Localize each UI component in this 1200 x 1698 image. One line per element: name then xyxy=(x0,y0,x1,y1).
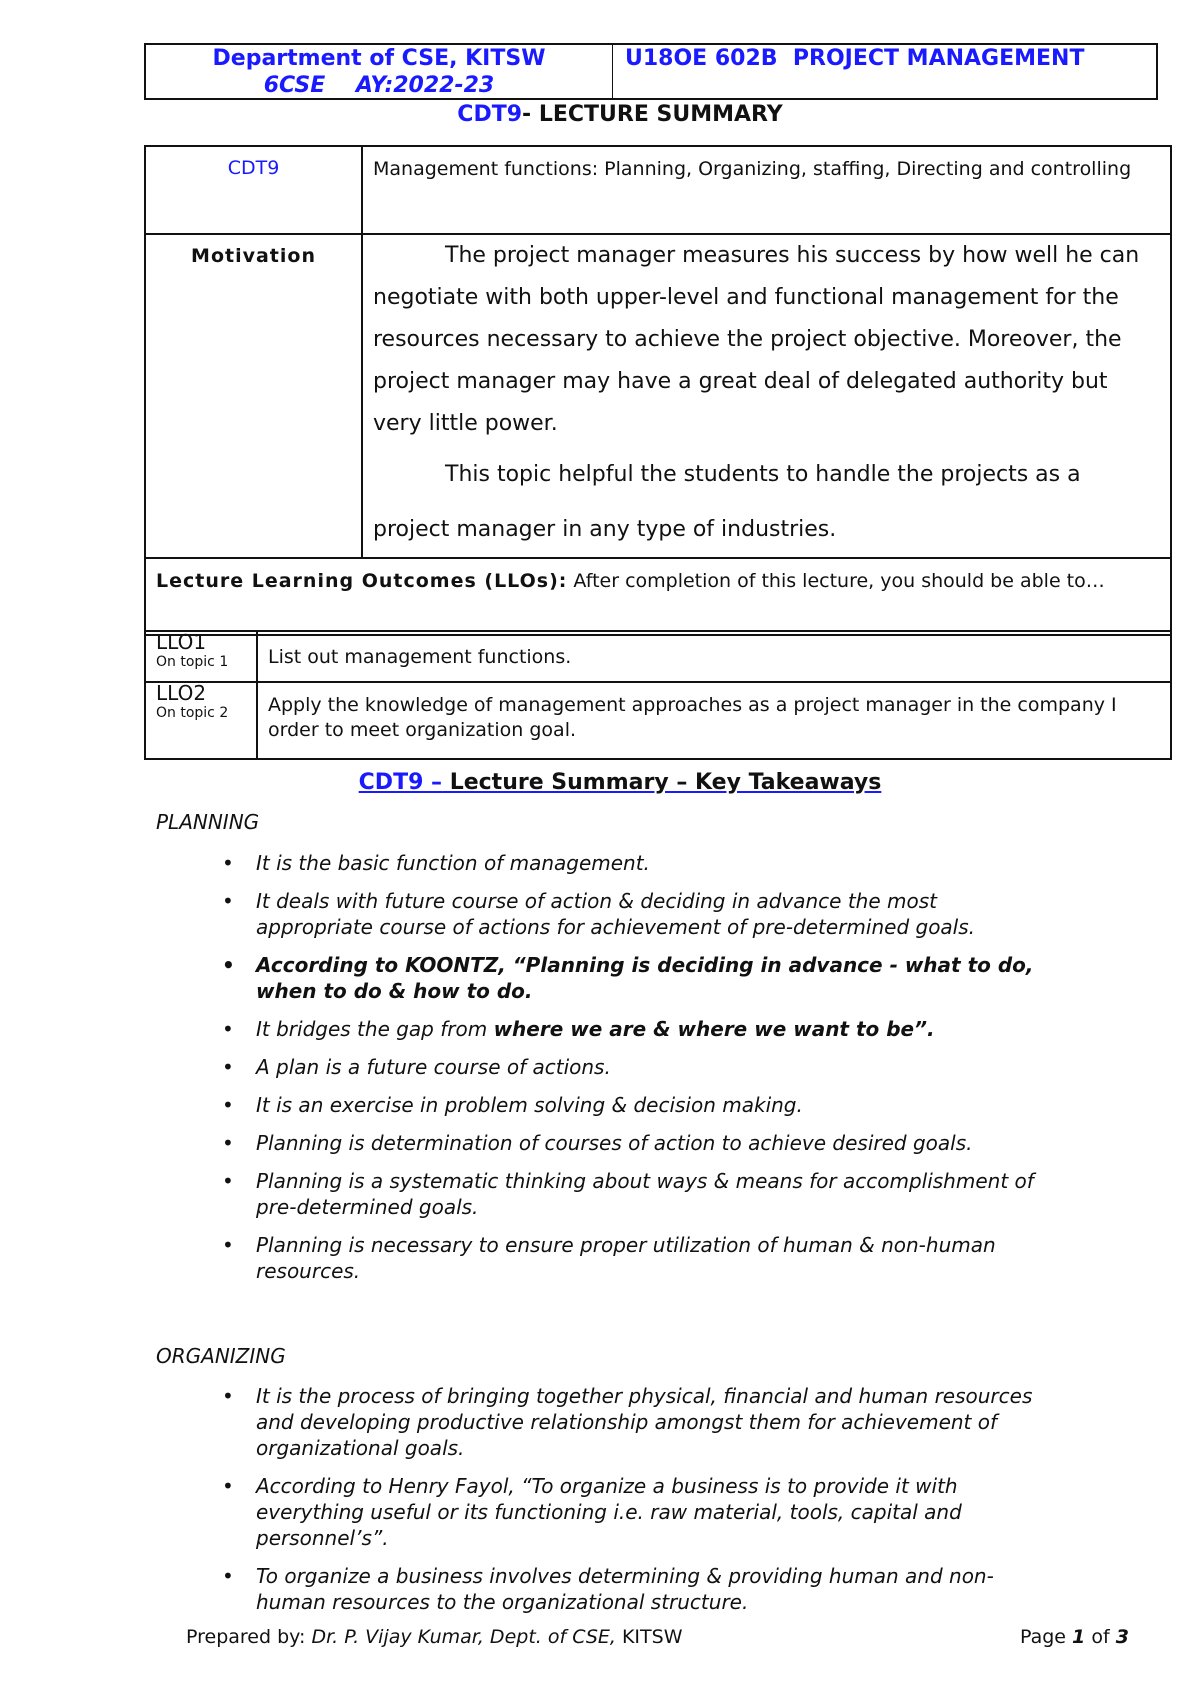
list-item: • Planning is necessary to ensure proper utilization of human & non-human resources. xyxy=(230,1232,1060,1284)
list-item: • It is the process of bringing together physical, financial and human resources and developing productive relationship amongst them for achievement of organizational goals. xyxy=(230,1383,1060,1461)
list-item: • According to KOONTZ, “Planning is deciding in advance - what to do, when to do & how to do. xyxy=(230,952,1060,1004)
cdt-topic: Management functions: Planning, Organizing, staffing, Directing and controlling xyxy=(362,146,1171,234)
prepared-label: Prepared by: xyxy=(186,1626,312,1648)
takeaways-rest: Lecture Summary – Key Takeaways xyxy=(442,770,882,795)
motivation-label: Motivation xyxy=(145,234,362,558)
course-title: U18OE 602B PROJECT MANAGEMENT xyxy=(625,46,1085,71)
llo-id: LLO1 xyxy=(156,630,207,654)
motivation-text-2: This topic helpful the students to handle the projects as a project manager in any type of industries. xyxy=(373,462,1081,542)
llo-heading: Lecture Learning Outcomes (LLOs): xyxy=(156,570,568,592)
page-number xyxy=(1020,1626,1129,1648)
planning-heading: PLANNING xyxy=(156,810,260,834)
list-item: • Planning is determination of courses of action to achieve desired goals. xyxy=(230,1130,1060,1156)
key-takeaways-heading xyxy=(0,770,1200,795)
page-title xyxy=(0,102,1200,127)
llo-header xyxy=(145,558,1171,635)
list-item: • To organize a business involves determining & providing human and non-human resources to the organizational structure. xyxy=(230,1563,1060,1615)
footer-prepared-by xyxy=(186,1626,683,1648)
llo-id: LLO2 xyxy=(156,681,207,705)
department: Department of CSE, KITSW xyxy=(212,46,546,71)
llo-id-cell xyxy=(145,682,257,759)
list-item xyxy=(230,1016,1060,1042)
llo-id-cell xyxy=(145,631,257,682)
title-rest: - LECTURE SUMMARY xyxy=(522,102,783,127)
llo-topic: On topic 2 xyxy=(156,705,229,721)
list-item: • It is the basic function of management. xyxy=(230,850,1060,876)
llo-table xyxy=(144,630,1172,760)
page-label: Page xyxy=(1020,1626,1073,1648)
page-of: of xyxy=(1085,1626,1116,1648)
page-total: 3 xyxy=(1115,1626,1129,1648)
item-text: It bridges the gap from xyxy=(256,1017,494,1041)
organizing-list xyxy=(230,1383,1060,1627)
organizing-heading: ORGANIZING xyxy=(156,1344,286,1368)
list-item: • It is an exercise in problem solving & decision making. xyxy=(230,1092,1060,1118)
planning-list xyxy=(230,850,1060,1296)
list-item: • A plan is a future course of actions. xyxy=(230,1054,1060,1080)
motivation-text: The project manager measures his success by how well he can negotiate with both upper-level and functional management for the resources necessary to achieve the project objective. Moreover, the project manager may have a great deal of delegated authority but very little power. xyxy=(373,243,1140,436)
title-code: CDT9 xyxy=(457,102,523,127)
llo-intro: After completion of this lecture, you should be able to… xyxy=(567,570,1105,592)
takeaways-code: CDT9 – xyxy=(358,770,443,795)
class-year: 6CSE AY:2022-23 xyxy=(263,73,495,98)
llo-topic: On topic 1 xyxy=(156,654,229,670)
list-item: • Planning is a systematic thinking about ways & means for accomplishment of pre-determined goals. xyxy=(230,1168,1060,1220)
llo-text: Apply the knowledge of management approaches as a project manager in the company I order to meet organization goal. xyxy=(257,682,1171,759)
summary-table xyxy=(144,145,1172,636)
cdt-label: CDT9 xyxy=(145,146,362,234)
llo-text: List out management functions. xyxy=(257,631,1171,682)
list-item: • According to Henry Fayol, “To organize a business is to provide it with everything useful or its functioning i.e. raw material, tools, capital and personnel’s”. xyxy=(230,1473,1060,1551)
header-left xyxy=(146,45,613,98)
item-bold: where we are & where we want to be”. xyxy=(493,1017,935,1041)
page-current: 1 xyxy=(1072,1626,1086,1648)
list-item: • It deals with future course of action & deciding in advance the most appropriate course of actions for achievement of pre-determined goals. xyxy=(230,888,1060,940)
prepared-by: Dr. P. Vijay Kumar, Dept. of CSE, xyxy=(311,1626,622,1648)
institute: KITSW xyxy=(621,1626,683,1648)
header-box xyxy=(144,43,1158,100)
